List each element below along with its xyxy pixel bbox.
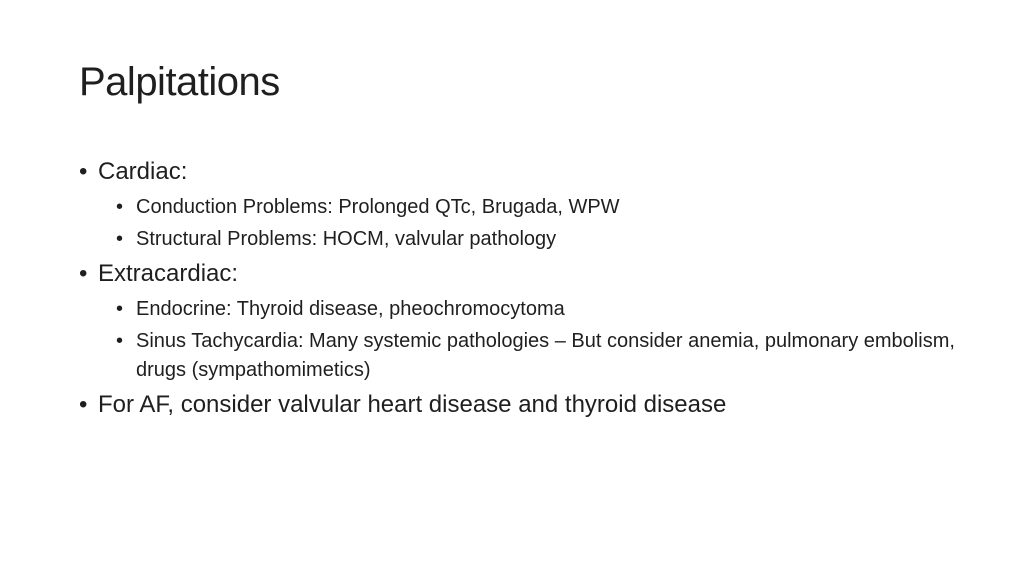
sub-bullet-item (79, 327, 959, 385)
bullet-text: Cardiac: (98, 158, 188, 185)
bullet-item-extracardiac (79, 257, 959, 291)
sub-bullet-item (79, 193, 959, 222)
sub-bullet-text: Structural Problems: HOCM, valvular pathology (136, 228, 557, 250)
sub-bullet-item (79, 295, 959, 324)
sub-bullet-list (79, 295, 959, 385)
bullet-icon: • (116, 298, 124, 320)
bullet-icon: • (79, 260, 88, 287)
bullet-item-cardiac (79, 155, 959, 189)
bullet-item-af (79, 388, 959, 422)
bullet-icon: • (116, 228, 124, 250)
bullet-list (79, 155, 959, 426)
sub-bullet-text: Endocrine: Thyroid disease, pheochromocytoma (136, 298, 565, 320)
bullet-icon: • (116, 196, 124, 218)
bullet-icon: • (79, 391, 88, 418)
bullet-text: Extracardiac: (98, 260, 239, 287)
sub-bullet-item (79, 225, 959, 254)
slide-title: Palpitations (79, 60, 280, 104)
bullet-icon: • (79, 158, 88, 185)
bullet-icon: • (116, 330, 124, 352)
bullet-text: For AF, consider valvular heart disease and thyroid disease (98, 391, 727, 418)
sub-bullet-text: Conduction Problems: Prolonged QTc, Brugada, WPW (136, 196, 620, 218)
sub-bullet-list (79, 193, 959, 254)
sub-bullet-text: Sinus Tachycardia: Many systemic pathologies – But consider anemia, pulmonary embolism, drugs (sympathomimetics) (136, 330, 955, 381)
